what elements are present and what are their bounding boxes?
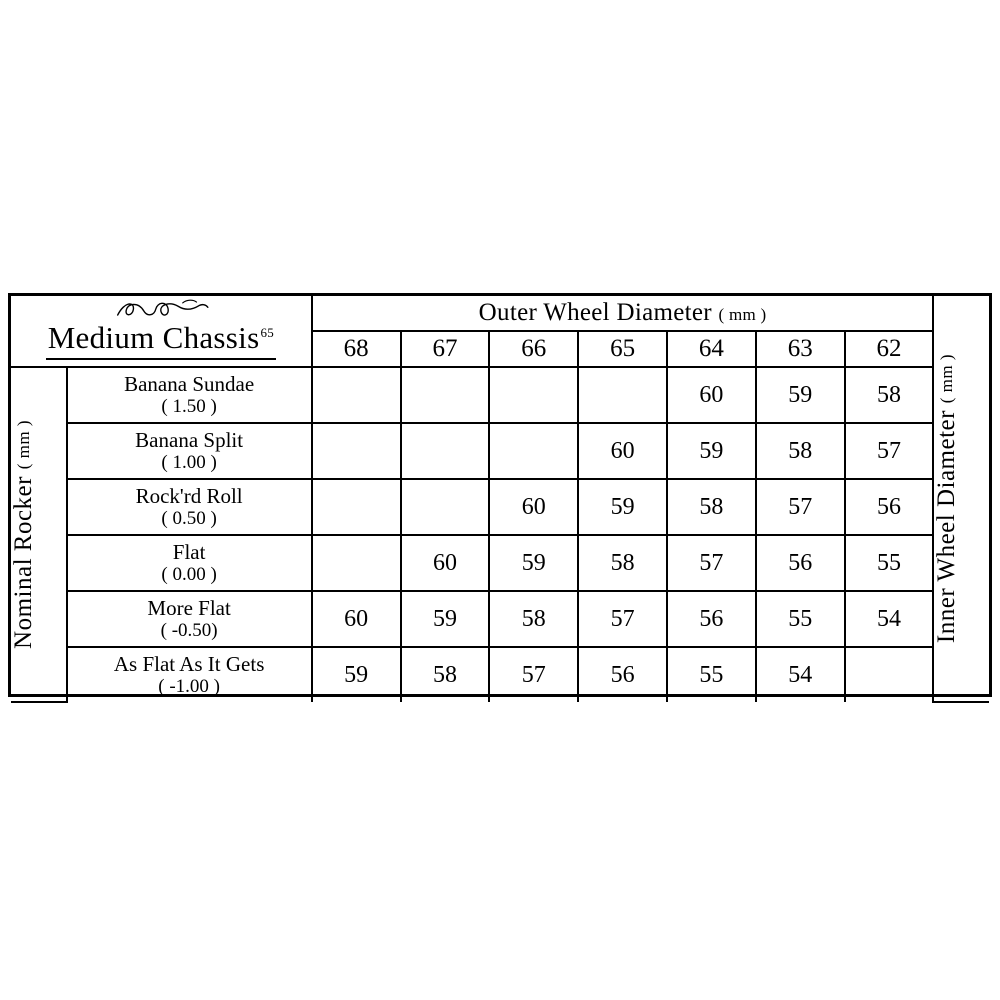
brand-superscript: 65 [260,324,275,340]
data-cell: 57 [845,423,934,479]
data-cell: 58 [489,591,578,647]
brand-title-cell [11,296,312,367]
data-cell: 59 [312,647,401,702]
data-cell [312,367,401,423]
data-cell [401,423,490,479]
data-cell: 59 [401,591,490,647]
data-cell: 55 [667,647,756,702]
row-label [67,423,312,479]
data-cell: 58 [756,423,845,479]
column-header: 68 [312,331,401,367]
row-label-value: ( -1.00 ) [158,676,220,698]
data-cell: 58 [845,367,934,423]
wheel-diameter-chart [8,293,992,697]
data-cell: 56 [845,479,934,535]
table-row [11,591,989,647]
row-label-name: As Flat As It Gets [113,651,265,676]
logo-script-mark-icon [109,296,213,322]
column-header: 63 [756,331,845,367]
column-header: 67 [401,331,490,367]
row-label-name: Banana Split [135,427,244,452]
data-cell: 58 [578,535,667,591]
data-cell: 56 [667,591,756,647]
data-cell: 54 [756,647,845,702]
nominal-rocker-axis [11,367,67,702]
data-cell: 60 [401,535,490,591]
data-cell: 55 [845,535,934,591]
column-header: 64 [667,331,756,367]
rocker-axis-unit: ( mm ) [14,420,33,470]
data-cell: 60 [489,479,578,535]
row-label-value: ( 1.50 ) [161,396,217,418]
row-label [67,535,312,591]
data-cell: 59 [667,423,756,479]
data-cell: 60 [667,367,756,423]
data-cell: 57 [667,535,756,591]
column-header: 62 [845,331,934,367]
data-cell: 59 [756,367,845,423]
rocker-axis-label: Nominal Rocker [10,476,37,649]
inner-wheel-diameter-axis [933,296,989,702]
data-cell [312,535,401,591]
outer-axis-unit: ( mm ) [718,305,767,324]
data-cell [312,423,401,479]
row-label-name: Banana Sundae [124,371,255,396]
table-row [11,367,989,423]
data-cell: 59 [489,535,578,591]
row-label [67,647,312,702]
data-cell [312,479,401,535]
row-label-value: ( 0.00 ) [161,564,217,586]
outer-axis-label: Outer Wheel Diameter [478,299,712,326]
table-row [11,479,989,535]
table-row [11,535,989,591]
data-cell [401,367,490,423]
data-cell: 60 [578,423,667,479]
row-label [67,367,312,423]
table-row [11,423,989,479]
inner-axis-label: Inner Wheel Diameter [933,409,961,644]
row-label [67,591,312,647]
data-cell: 57 [489,647,578,702]
row-label-value: ( 0.50 ) [161,508,217,530]
inner-axis-unit: ( mm ) [937,353,957,404]
wheel-diameter-table [11,296,989,703]
data-cell: 58 [401,647,490,702]
data-cell: 60 [312,591,401,647]
row-label-value: ( -0.50) [160,620,218,642]
data-cell [489,423,578,479]
brand-name [46,320,276,360]
data-cell: 57 [756,479,845,535]
data-cell [489,367,578,423]
data-cell: 54 [845,591,934,647]
row-label-name: Flat [172,539,206,564]
data-cell: 55 [756,591,845,647]
data-cell: 57 [578,591,667,647]
outer-wheel-diameter-title [312,296,934,331]
data-cell [578,367,667,423]
data-cell: 58 [667,479,756,535]
column-header: 66 [489,331,578,367]
data-cell: 59 [578,479,667,535]
data-cell: 56 [756,535,845,591]
table-row [11,647,989,702]
row-label-name: More Flat [147,595,231,620]
brand-name-text: Medium Chassis [47,320,260,355]
column-header: 65 [578,331,667,367]
row-label-name: Rock'rd Roll [135,483,243,508]
row-label-value: ( 1.00 ) [161,452,217,474]
header-row-title [11,296,989,331]
data-cell: 56 [578,647,667,702]
row-label [67,479,312,535]
data-cell [845,647,934,702]
data-cell [401,479,490,535]
